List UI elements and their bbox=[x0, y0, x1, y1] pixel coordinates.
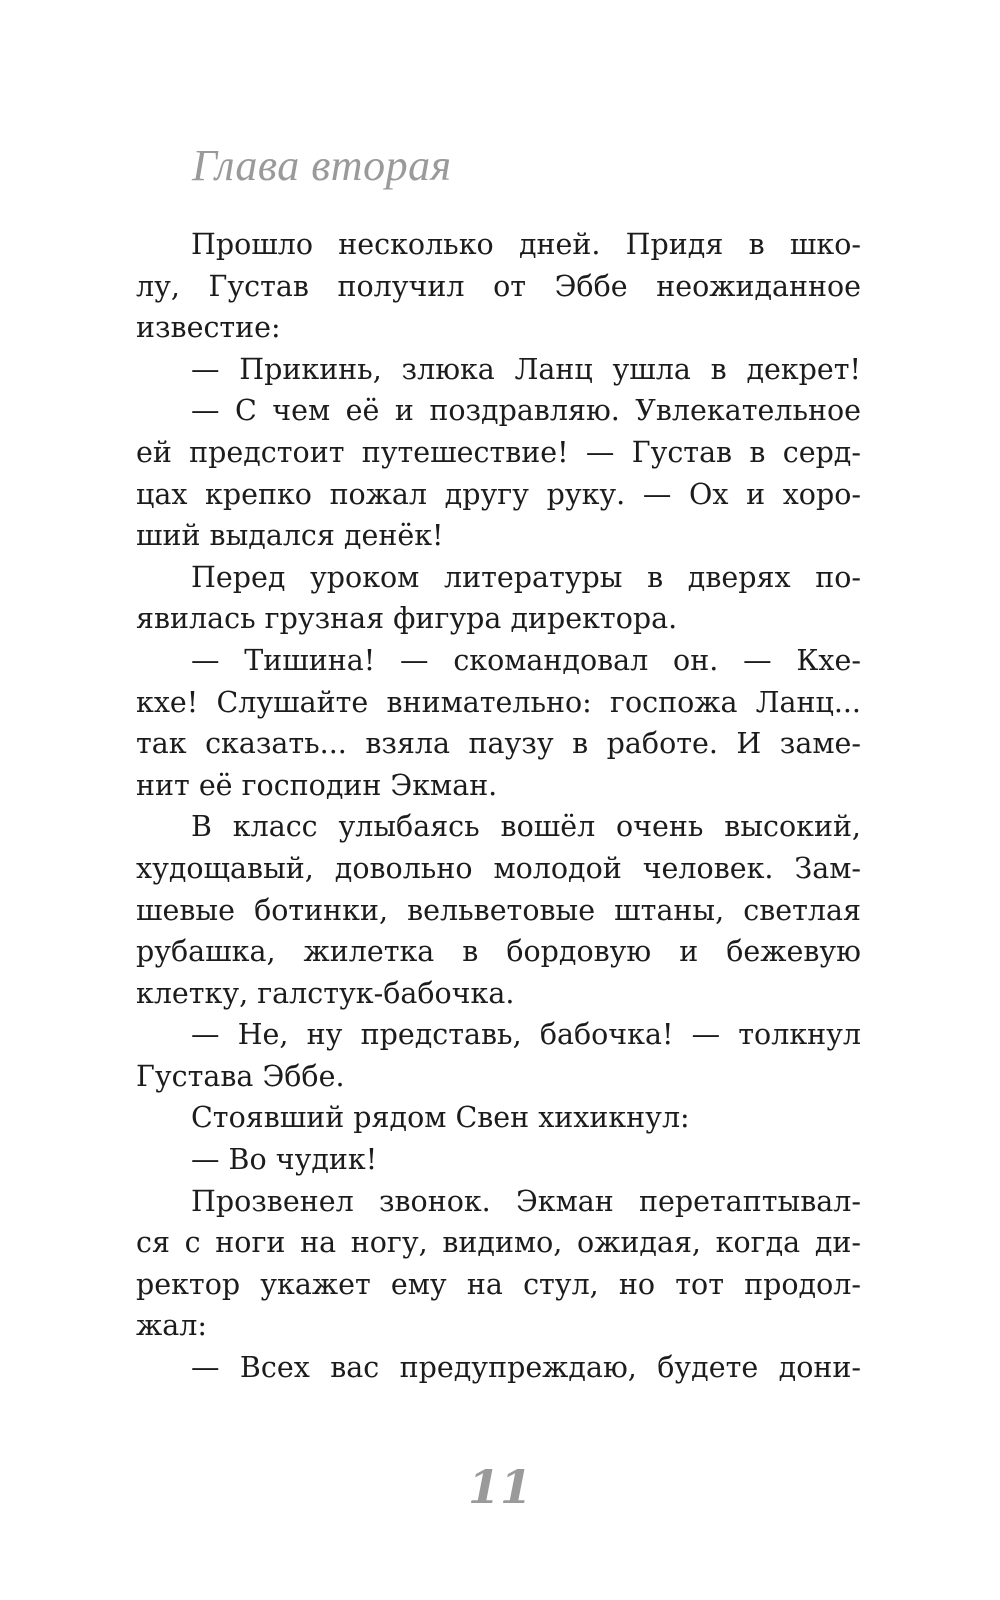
text-line: — Прикинь, злюка Ланц ушла в декрет! bbox=[191, 352, 861, 386]
text-line: Стоявший рядом Свен хихикнул: bbox=[191, 1101, 690, 1135]
text-line: — С чем её и поздравляю. Увлекательное bbox=[191, 394, 861, 428]
body-text bbox=[136, 224, 861, 1389]
text-line: — Тишина! — скомандовал он. — Кхе- bbox=[191, 643, 861, 677]
text-line: Перед уроком литературы в дверях по- bbox=[191, 560, 861, 594]
text-line: ей предстоит путешествие! — Густав в серд- bbox=[136, 435, 861, 469]
text-line: Густава Эббе. bbox=[136, 1059, 345, 1093]
text-line: В класс улыбаясь вошёл очень высокий, bbox=[191, 810, 861, 844]
text-line: — Во чудик! bbox=[191, 1143, 378, 1177]
text-line: лу, Густав получил от Эббе неожиданное bbox=[136, 269, 861, 303]
text-line: Прошло несколько дней. Придя в шко- bbox=[191, 228, 861, 261]
chapter-title: Глава вторая bbox=[192, 141, 452, 190]
text-line: Прозвенел звонок. Экман перетаптывал- bbox=[191, 1184, 861, 1218]
page-number: 11 bbox=[467, 1460, 532, 1514]
text-line: жал: bbox=[136, 1309, 207, 1343]
text-line: известие: bbox=[136, 311, 281, 345]
text-line: явилась грузная фигура директора. bbox=[136, 602, 678, 636]
text-line: ший выдался денёк! bbox=[136, 519, 444, 553]
text-line: худощавый, довольно молодой человек. Зам- bbox=[136, 851, 861, 885]
text-line: клетку, галстук-бабочка. bbox=[136, 976, 515, 1010]
text-line: шевые ботинки, вельветовые штаны, светлая bbox=[136, 893, 861, 927]
text-line: рубашка, жилетка в бордовую и бежевую bbox=[136, 935, 861, 969]
text-line: — Не, ну представь, бабочка! — толкнул bbox=[191, 1018, 861, 1052]
text-line: ся с ноги на ногу, видимо, ожидая, когда ди- bbox=[136, 1226, 861, 1260]
text-line: так сказать... взяла паузу в работе. И заме- bbox=[136, 727, 861, 761]
text-line: цах крепко пожал другу руку. — Ох и хоро- bbox=[136, 477, 861, 511]
text-line: ректор укажет ему на стул, но тот продол- bbox=[136, 1267, 861, 1301]
text-line: кхе! Слушайте внимательно: госпожа Ланц... bbox=[136, 685, 861, 719]
text-line: нит её господин Экман. bbox=[136, 768, 498, 802]
text-line: — Всех вас предупреждаю, будете дони- bbox=[191, 1351, 861, 1385]
